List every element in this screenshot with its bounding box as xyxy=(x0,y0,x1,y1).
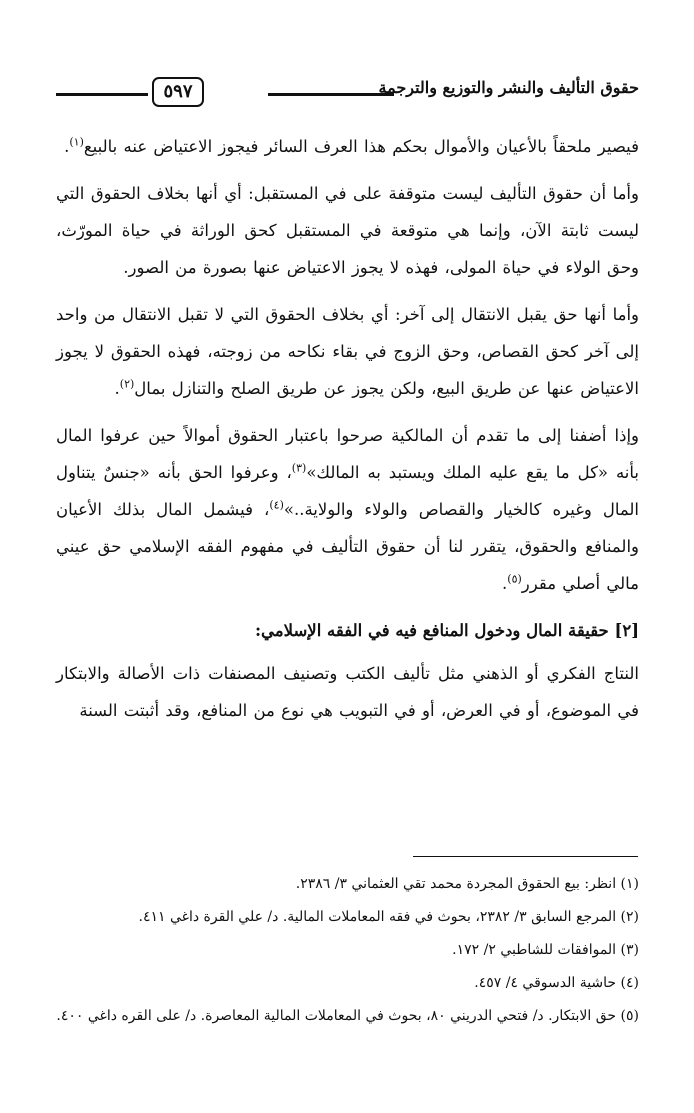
paragraph-4 xyxy=(56,417,639,602)
footnote-ref-1: (١) xyxy=(69,135,84,149)
paragraph-3-text: وأما أنها حق يقبل الانتقال إلى آخر: أي بخلاف الحقوق التي لا تقبل الانتقال من واحد إلى آخر كحق القصاص، وحق الزوج في بقاء نكاحه من زوجته، فهذه الحقوق لا يجوز الاعتياض عنها عن طريق البيع، ولكن يجوز عن طريق الصلح والتنازل بمال xyxy=(56,305,639,398)
footnote-5: (٥) حق الابتكار. د/ فتحي الدريني ٨٠، بحوث في المعاملات المالية المعاصرة. د/ على القره داغي ٤٠٠. xyxy=(56,1008,639,1024)
paragraph-1-text: فيصير ملحقاً بالأعيان والأموال بحكم هذا العرف السائر فيجوز الاعتياض عنه بالبيع xyxy=(83,137,639,156)
paragraph-5: النتاج الفكري أو الذهني مثل تأليف الكتب وتصنيف المصنفات ذات الأصالة والابتكار في الموضوع، أو في العرض، أو في التبويب هي نوع من المنافع، وقد أثبتت السنة xyxy=(56,664,639,720)
footnote-ref-4: (٤) xyxy=(269,498,284,512)
page-number: ٥٩٧ xyxy=(152,77,204,107)
footnote-3: (٣) الموافقات للشاطبي ٢/ ١٧٢. xyxy=(452,942,639,958)
running-header xyxy=(56,76,639,112)
footnote-ref-3: (٣) xyxy=(291,461,307,475)
paragraph-4-end: . xyxy=(502,574,508,593)
footnote-ref-5: (٥) xyxy=(507,572,522,586)
footnote-ref-2: (٢) xyxy=(119,377,135,391)
footnote-4: (٤) حاشية الدسوقي ٤/ ٤٥٧. xyxy=(474,975,639,991)
paragraph-4-text-b: ، وعرفوا الحق بأنه «جنسٌ يتناول المال وغيره كالخيار والقصاص والولاء والولاية..» xyxy=(56,463,639,519)
footnotes xyxy=(56,868,639,1033)
paragraph-2: وأما أن حقوق التأليف ليست متوقفة على في المستقبل: أي أنها بخلاف الحقوق التي ليست ثابتة الآن، وإنما هي متوقعة في المستقبل كحق الوراثة في حياة المورّث، وحق الولاء في حياة المولى، فهذه لا يجوز الاعتياض عنها بصورة من الصور. xyxy=(56,184,639,277)
section-heading: [٢] حقيقة المال ودخول المنافع فيه في الفقه الإسلامي: xyxy=(254,621,639,640)
paragraph-4-text-c: ، فيشمل المال بذلك الأعيان والمنافع والحقوق، يتقرر لنا أن حقوق التأليف في مفهوم الفقه الإسلامي حق عيني مالي أصلي مقرر xyxy=(56,500,639,593)
paragraph-1-end: . xyxy=(64,137,70,156)
paragraph-3-end: . xyxy=(114,379,120,398)
footnote-separator xyxy=(413,856,638,857)
header-title: حقوق التأليف والنشر والتوزيع والترجمة xyxy=(378,78,639,97)
paragraph-3 xyxy=(56,296,639,407)
header-rule-left xyxy=(56,93,148,96)
paragraph-1 xyxy=(56,128,639,165)
footnote-2: (٢) المرجع السابق ٣/ ٢٣٨٢، بحوث في فقه المعاملات المالية. د/ علي القرة داغي ٤١١. xyxy=(138,909,639,925)
main-text xyxy=(56,128,639,739)
header-rule-right xyxy=(268,93,394,96)
paragraph-4-text-a: وإذا أضفنا إلى ما تقدم أن المالكية صرحوا باعتبار الحقوق أموالاً حين عرفوا المال بأنه «كل ما يقع عليه الملك ويستبد به المالك» xyxy=(56,426,639,482)
footnote-1: (١) انظر: بيع الحقوق المجردة محمد تقي العثماني ٣/ ٢٣٨٦. xyxy=(295,876,639,892)
